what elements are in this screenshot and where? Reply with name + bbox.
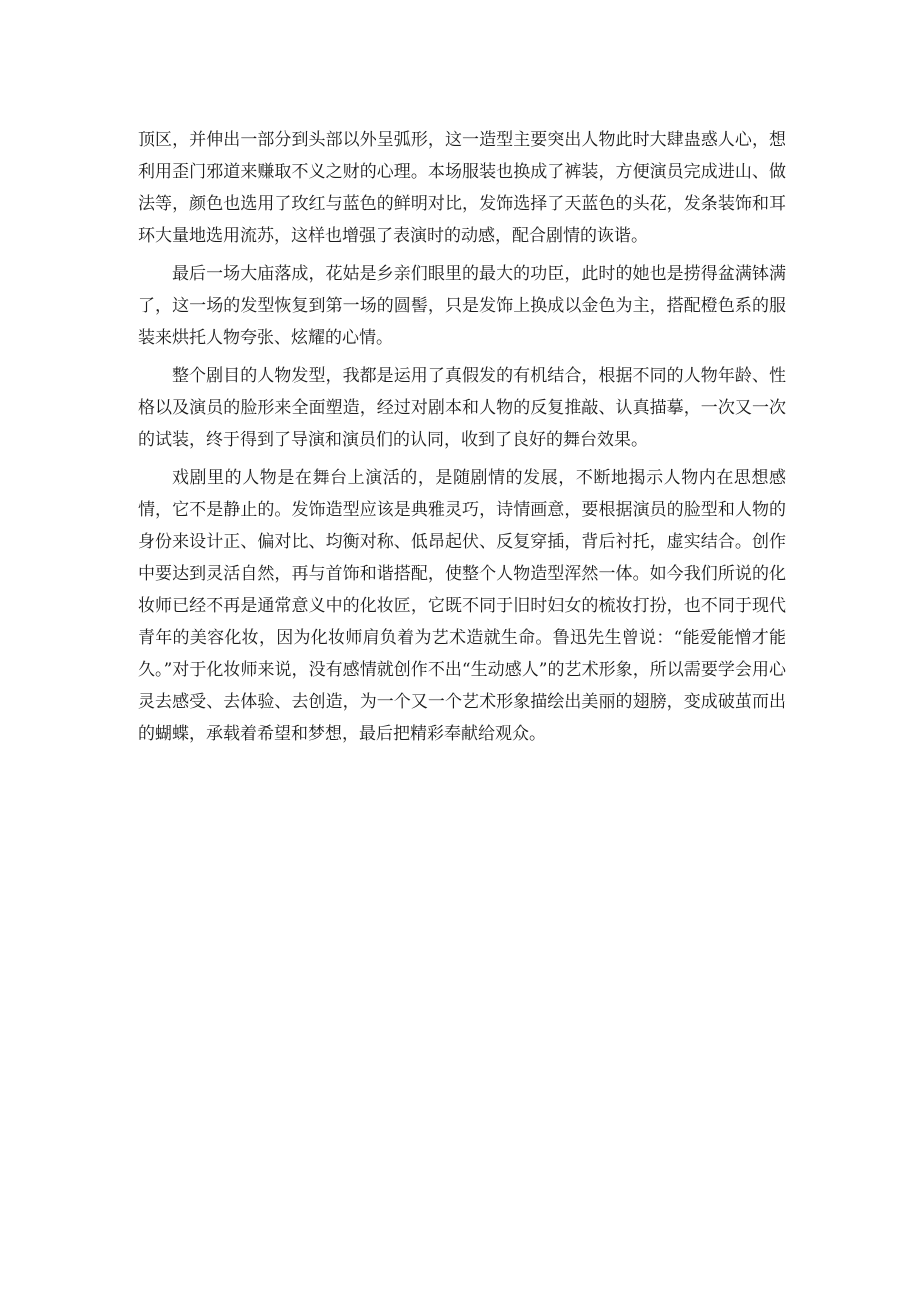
paragraph-3: 整个剧目的人物发型，我都是运用了真假发的有机结合，根据不同的人物年龄、性格以及演员的脸形来全面塑造，经过对剧本和人物的反复推敲、认真描摹，一次又一次的试装，终于得到了导演和演员们的认同，收到了良好的舞台效果。 (138, 366, 786, 450)
paragraph-2: 最后一场大庙落成，花姑是乡亲们眼里的最大的功臣，此时的她也是捞得盆满钵满了，这一场的发型恢复到第一场的圆髻，只是发饰上换成以金色为主，搭配橙色系的服装来烘托人物夸张、炫耀的心情。 (138, 264, 786, 348)
paragraph-4: 戏剧里的人物是在舞台上演活的，是随剧情的发展，不断地揭示人物内在思想感情，它不是静止的。发饰造型应该是典雅灵巧，诗情画意，要根据演员的脸型和人物的身份来设计正、偏对比、均衡对称、低昂起伏、反复穿插，背后衬托，虚实结合。创作中要达到灵活自然，再与首饰和谐搭配，使整个人物造型浑然一体。如今我们所说的化妆师已经不再是通常意义中的化妆匠，它既不同于旧时妇女的梳妆打扮，也不同于现代青年的美容化妆，因为化妆师肩负着为艺术造就生命。鲁迅先生曾说：“能爱能憎才能久。”对于化妆师来说，没有感情就创作不出“生动感人”的艺术形象，所以需要学会用心灵去感受、去体验、去创造，为一个又一个艺术形象描绘出美丽的翅膀，变成破茧而出的蝴蝶，承载着希望和梦想，最后把精彩奉献给观众。 (138, 468, 786, 744)
paragraph-1: 顶区，并伸出一部分到头部以外呈弧形，这一造型主要突出人物此时大肆蛊惑人心，想利用歪门邪道来赚取不义之财的心理。本场服装也换成了裤装，方便演员完成进山、做法等，颜色也选用了玫红与蓝色的鲜明对比，发饰选择了天蓝色的头花，发条装饰和耳环大量地选用流苏，这样也增强了表演时的动感，配合剧情的诙谐。 (138, 130, 786, 246)
document-body (138, 124, 786, 756)
